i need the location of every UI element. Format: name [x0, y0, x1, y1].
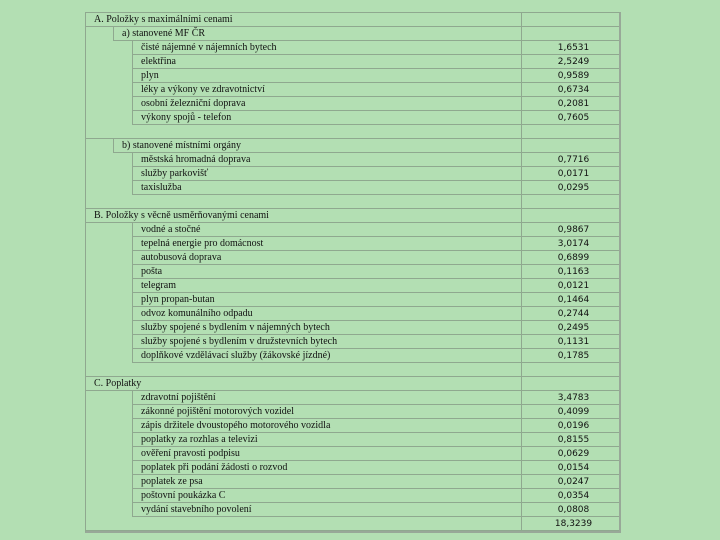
table-row-value: 0,0247 — [521, 475, 619, 489]
table-row — [86, 335, 619, 349]
table-row-value: 0,0171 — [521, 167, 619, 181]
group-heading-row — [86, 27, 619, 41]
table-row — [86, 349, 619, 363]
table-row-label: výkony spojů - telefon — [132, 111, 521, 125]
table-row-label: služby spojené s bydlením v nájemných bytech — [132, 321, 521, 335]
table-row — [86, 97, 619, 111]
empty-row-value — [521, 125, 619, 139]
table-row-value: 0,0808 — [521, 503, 619, 517]
table-row-label: vydání stavebního povolení — [132, 503, 521, 517]
table-row — [86, 293, 619, 307]
table-row-label: doplňkové vzdělávací služby (žákovské jízdné) — [132, 349, 521, 363]
table-row-label: čisté nájemné v nájemních bytech — [132, 41, 521, 55]
table-row — [86, 265, 619, 279]
table-row — [86, 279, 619, 293]
table-row — [86, 405, 619, 419]
table-row-label: tepelná energie pro domácnost — [132, 237, 521, 251]
total-row-label — [86, 517, 521, 531]
table-row-label: zápis držitele dvoustopého motorového vozidla — [132, 419, 521, 433]
table-row — [86, 391, 619, 405]
table-row-value: 0,7605 — [521, 111, 619, 125]
table-row-value: 0,4099 — [521, 405, 619, 419]
table-row-label: telegram — [132, 279, 521, 293]
table-row — [86, 489, 619, 503]
table-row — [86, 83, 619, 97]
table-row-value: 0,0354 — [521, 489, 619, 503]
table-row-value: 0,1785 — [521, 349, 619, 363]
table-row — [86, 321, 619, 335]
table-row-label: poplatek ze psa — [132, 475, 521, 489]
empty-row-label — [86, 363, 521, 377]
table-row-value: 0,2081 — [521, 97, 619, 111]
table-row-value: 0,0295 — [521, 181, 619, 195]
table-row — [86, 419, 619, 433]
table-row — [86, 223, 619, 237]
table-row-label: léky a výkony ve zdravotnictví — [132, 83, 521, 97]
table-row-value: 0,1163 — [521, 265, 619, 279]
table-row-label: zdravotní pojištění — [132, 391, 521, 405]
section-heading-row — [86, 13, 619, 27]
table-row-value: 0,6899 — [521, 251, 619, 265]
empty-row-value — [521, 363, 619, 377]
group-heading-row-label: b) stanovené místními orgány — [113, 139, 521, 153]
table-row-value: 0,9589 — [521, 69, 619, 83]
table-row — [86, 181, 619, 195]
section-heading-row-label: B. Položky s věcně usměrňovanými cenami — [86, 209, 521, 223]
table-row — [86, 447, 619, 461]
table-row-label: autobusová doprava — [132, 251, 521, 265]
table-row-value: 0,9867 — [521, 223, 619, 237]
table-row-label: poplatky za rozhlas a televizi — [132, 433, 521, 447]
table-row-label: elektřina — [132, 55, 521, 69]
table-row — [86, 503, 619, 517]
table-row-label: zákonné pojištění motorových vozidel — [132, 405, 521, 419]
table-row-label: odvoz komunálního odpadu — [132, 307, 521, 321]
table-row-label: vodné a stočné — [132, 223, 521, 237]
table-row-value: 2,5249 — [521, 55, 619, 69]
price-items-table — [85, 12, 621, 533]
group-heading-row-value — [521, 139, 619, 153]
section-heading-row-label: C. Poplatky — [86, 377, 521, 391]
empty-row-value — [521, 195, 619, 209]
table-row-label: městská hromadná doprava — [132, 153, 521, 167]
table-row-label: služby spojené s bydlením v družstevních bytech — [132, 335, 521, 349]
table-row-value: 0,0154 — [521, 461, 619, 475]
table-row-value: 0,0196 — [521, 419, 619, 433]
table-row-value: 3,0174 — [521, 237, 619, 251]
table-row-label: taxislužba — [132, 181, 521, 195]
empty-row — [86, 125, 619, 139]
table-row-value: 0,2495 — [521, 321, 619, 335]
table-row-value: 0,7716 — [521, 153, 619, 167]
empty-row — [86, 363, 619, 377]
table-row — [86, 167, 619, 181]
group-heading-row-value — [521, 27, 619, 41]
section-heading-row-label: A. Položky s maximálními cenami — [86, 13, 521, 27]
section-heading-row-value — [521, 13, 619, 27]
table-row — [86, 41, 619, 55]
table-row-value: 0,6734 — [521, 83, 619, 97]
table-row — [86, 475, 619, 489]
group-heading-row-label: a) stanovené MF ČR — [113, 27, 521, 41]
table-row — [86, 433, 619, 447]
empty-row-label — [86, 125, 521, 139]
section-heading-row — [86, 377, 619, 391]
total-row-value: 18,3239 — [521, 517, 619, 531]
table-row — [86, 251, 619, 265]
table-row-value: 0,0121 — [521, 279, 619, 293]
table-row — [86, 111, 619, 125]
table-row-value: 0,8155 — [521, 433, 619, 447]
table-row-label: plyn — [132, 69, 521, 83]
section-heading-row-value — [521, 377, 619, 391]
total-row — [86, 517, 619, 531]
table-row-value: 1,6531 — [521, 41, 619, 55]
group-heading-row — [86, 139, 619, 153]
section-heading-row-value — [521, 209, 619, 223]
table-row — [86, 461, 619, 475]
table-row-label: pošta — [132, 265, 521, 279]
table-row-value: 0,2744 — [521, 307, 619, 321]
empty-row — [86, 195, 619, 209]
table-row-value: 0,1131 — [521, 335, 619, 349]
table-row-label: ověření pravosti podpisu — [132, 447, 521, 461]
empty-row-label — [86, 195, 521, 209]
table-row — [86, 307, 619, 321]
table-row-label: poplatek při podání žádosti o rozvod — [132, 461, 521, 475]
table-row-label: osobní železniční doprava — [132, 97, 521, 111]
table-row — [86, 69, 619, 83]
table-row — [86, 153, 619, 167]
table-row-value: 0,0629 — [521, 447, 619, 461]
table-row-label: plyn propan-butan — [132, 293, 521, 307]
table-row-value: 3,4783 — [521, 391, 619, 405]
table-row-label: poštovní poukázka C — [132, 489, 521, 503]
table-row-label: služby parkovišť — [132, 167, 521, 181]
table-row — [86, 237, 619, 251]
table-row-value: 0,1464 — [521, 293, 619, 307]
section-heading-row — [86, 209, 619, 223]
table-row — [86, 55, 619, 69]
